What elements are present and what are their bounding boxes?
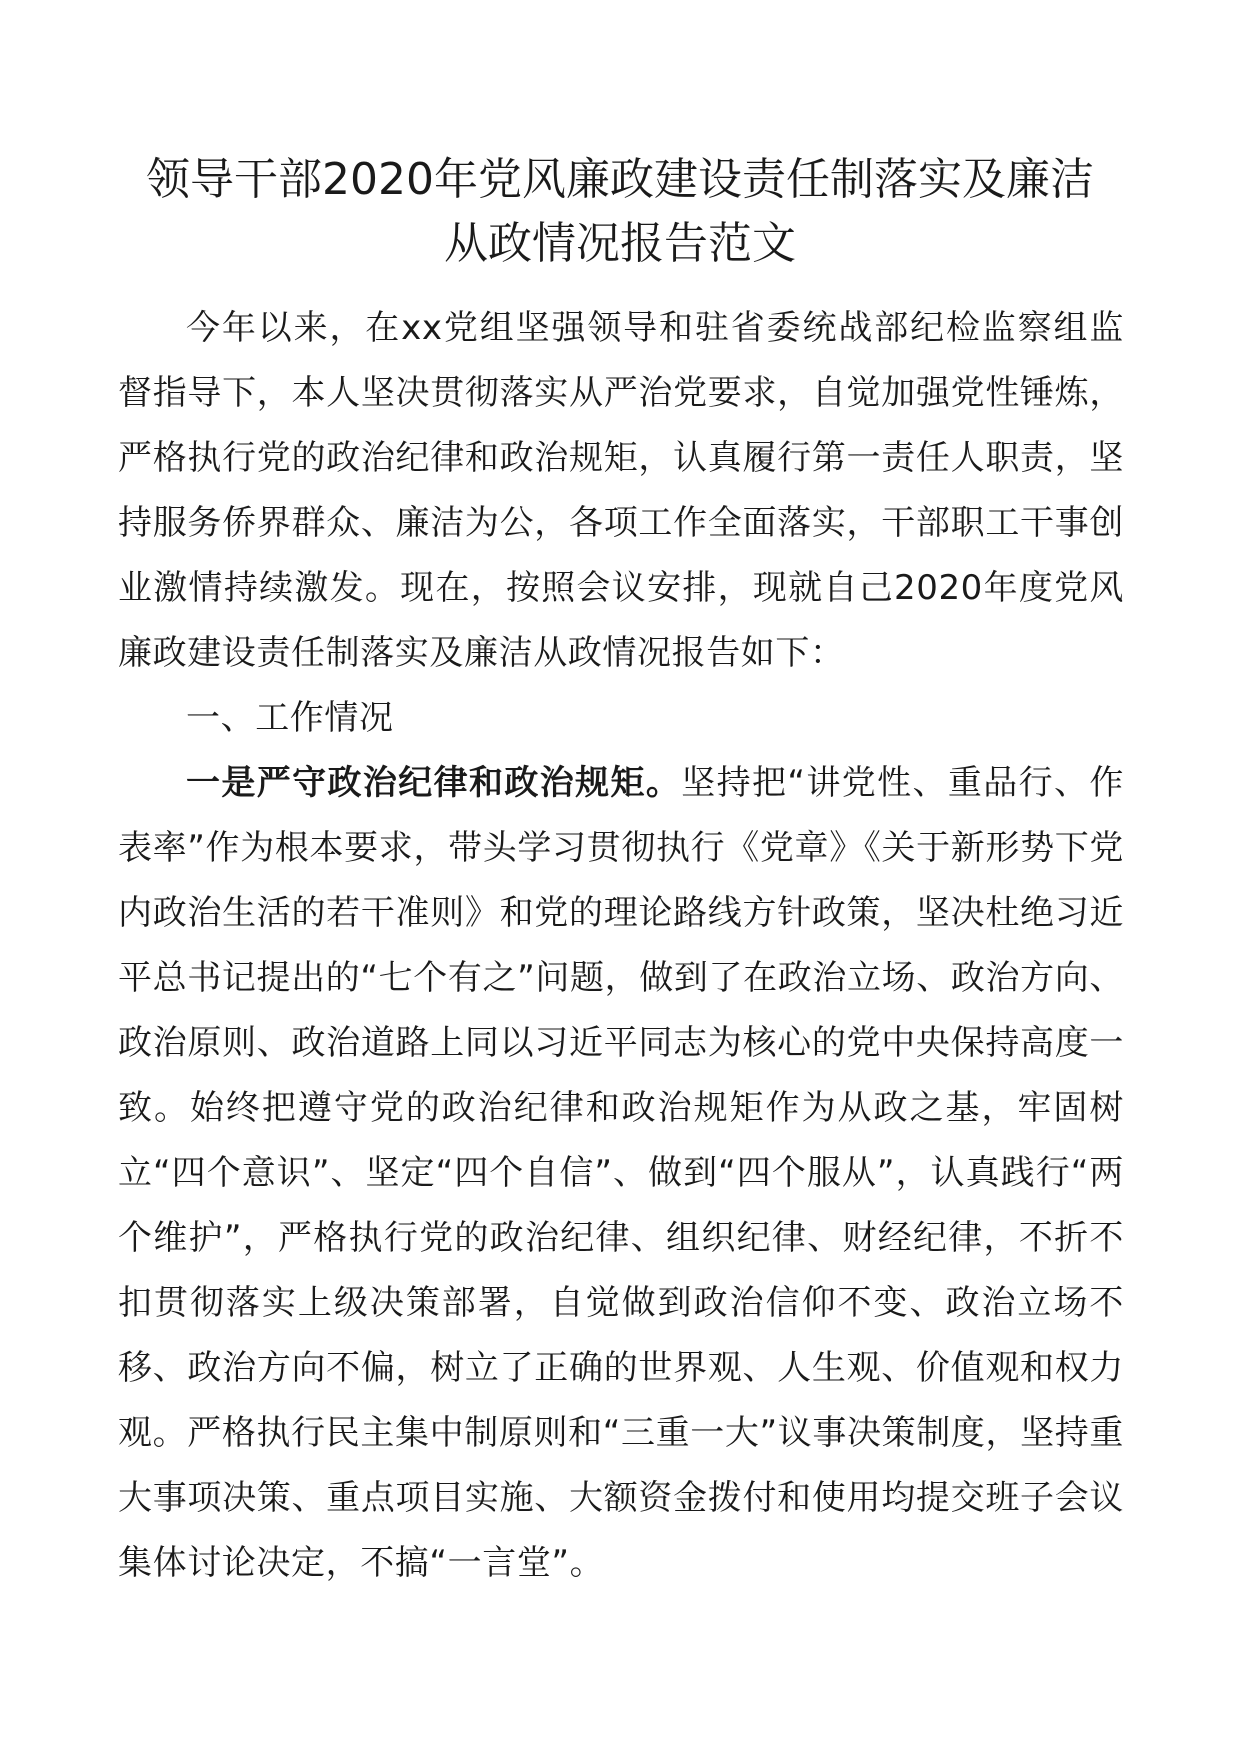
point-1-paragraph	[118, 751, 1124, 1596]
intro-paragraph: 今年以来，在xx党组坚强领导和驻省委统战部纪检监察组监督指导下，本人坚决贯彻落实从严治党要求，自觉加强党性锤炼，严格执行党的政治纪律和政治规矩，认真履行第一责任人职责，坚持服务侨界群众、廉洁为公，各项工作全面落实，干部职工干事创业激情持续激发。现在，按照会议安排，现就自己2020年度党风廉政建设责任制落实及廉洁从政情况报告如下：	[118, 308, 1124, 673]
point-1-body: 坚持把“讲党性、重品行、作表率”作为根本要求，带头学习贯彻执行《党章》《关于新形势下党内政治生活的若干准则》和党的理论路线方针政策，坚决杜绝习近平总书记提出的“七个有之”问题，做到了在政治立场、政治方向、政治原则、政治道路上同以习近平同志为核心的党中央保持高度一致。始终把遵守党的政治纪律和政治规矩作为从政之基，牢固树立“四个意识”、坚定“四个自信”、做到“四个服从”，认真践行“两个维护”，严格执行党的政治纪律、组织纪律、财经纪律，不折不扣贯彻落实上级决策部署，自觉做到政治信仰不变、政治立场不移、政治方向不偏，树立了正确的世界观、人生观、价值观和权力观。严格执行民主集中制原则和“三重一大”议事决策制度，坚持重大事项决策、重点项目实施、大额资金拨付和使用均提交班子会议集体讨论决定，不搞“一言堂”。	[118, 763, 1124, 1583]
document-body	[118, 296, 1124, 1596]
point-1-lead: 一是严守政治纪律和政治规矩。	[186, 763, 682, 803]
section-heading-work-status: 一、工作情况	[186, 698, 394, 738]
document-title	[110, 148, 1130, 276]
title-line-1: 领导干部2020年党风廉政建设责任制落实及廉洁	[146, 154, 1094, 205]
title-line-2: 从政情况报告范文	[444, 218, 796, 269]
